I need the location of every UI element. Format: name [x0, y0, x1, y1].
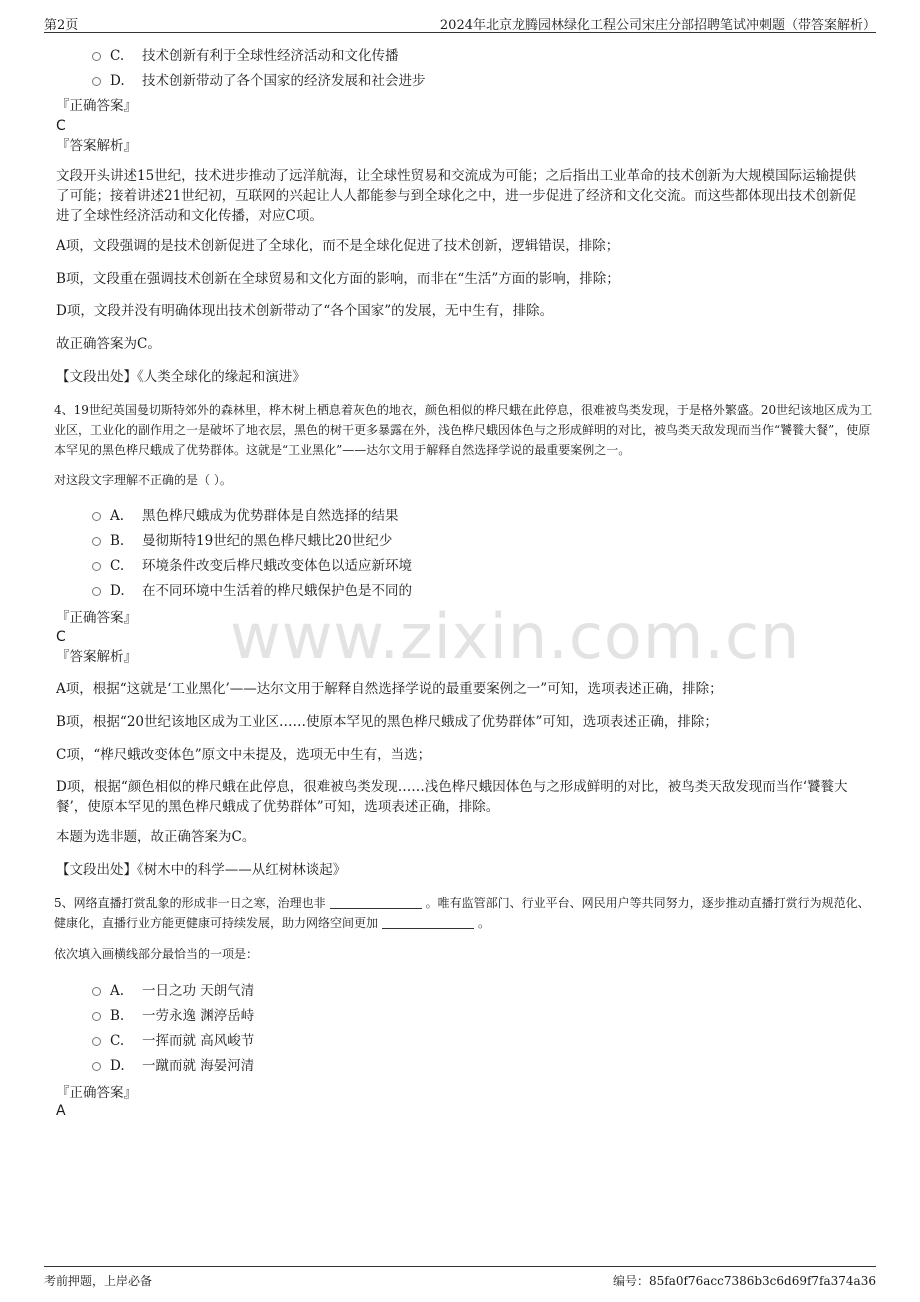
- analysis-paragraph: D项，根据“颜色相似的桦尺蛾在此停息，很难被鸟类发现……浅色桦尺蛾因体色与之形成鲜明的对比，被鸟类天敌发现而当作‘饕餮大餐’，使原本罕见的黑色桦尺蛾成了优势群体”可知，选项表述正确，排除。: [56, 779, 848, 815]
- correct-answer: C: [56, 118, 66, 134]
- analysis-label: 『答案解析』: [56, 649, 137, 665]
- source-citation: 【文段出处】《人类全球化的缘起和演进》: [56, 369, 306, 385]
- option-d[interactable]: D. 一蹴而就 海晏河清: [92, 1056, 254, 1076]
- analysis-conclusion: 故正确答案为C。: [56, 336, 161, 352]
- question-prompt: 依次填入画横线部分最恰当的一项是：: [54, 947, 259, 961]
- radio-icon[interactable]: [92, 1037, 101, 1046]
- document-title: 2024年北京龙腾园林绿化工程公司宋庄分部招聘笔试冲刺题（带答案解析）: [439, 18, 876, 33]
- answer-label: 『正确答案』: [56, 610, 137, 626]
- question-stem: 4、19世纪英国曼切斯特郊外的森林里，桦木树上栖息着灰色的地衣，颜色相似的桦尺蛾在此停息，很难被鸟类发现，于是格外繁盛。20世纪该地区成为工业区，工业化的副作用之一是破坏了地衣层，黑色的树干更多暴露在外，浅色桦尺蛾因体色与之形成鲜明的对比，被鸟类天敌发现而当作“饕餮大餐”，使原本罕见的黑色桦尺蛾成了优势群体。这就是“工业黑化”——达尔文用于解释自然选择学说的最重要案例之一。: [54, 403, 873, 457]
- option-c[interactable]: C. 技术创新有利于全球性经济活动和文化传播: [92, 46, 399, 66]
- radio-icon[interactable]: [92, 587, 101, 596]
- source-citation: 【文段出处】《树木中的科学——从红树林谈起》: [56, 862, 347, 878]
- option-d[interactable]: D. 在不同环境中生活着的桦尺蛾保护色是不同的: [92, 581, 412, 601]
- analysis-paragraph: B项，文段重在强调技术创新在全球贸易和文化方面的影响，而非在“生活”方面的影响，排除；: [56, 271, 620, 287]
- fill-blank: [382, 916, 474, 929]
- option-c[interactable]: C. 一挥而就 高风峻节: [92, 1031, 254, 1051]
- option-a[interactable]: A. 黑色桦尺蛾成为优势群体是自然选择的结果: [92, 506, 399, 526]
- correct-answer: A: [56, 1103, 66, 1119]
- document-id: 编号：85fa0f76acc7386b3c6d69f7fa374a36: [613, 1274, 876, 1288]
- analysis-conclusion: 本题为选非题，故正确答案为C。: [56, 829, 256, 845]
- radio-icon[interactable]: [92, 537, 101, 546]
- analysis-paragraph: A项，文段强调的是技术创新促进了全球化，而不是全球化促进了技术创新，逻辑错误，排除；: [56, 238, 620, 254]
- correct-answer: C: [56, 629, 66, 645]
- analysis-label: 『答案解析』: [56, 138, 137, 154]
- page-footer: [44, 1266, 876, 1289]
- option-d[interactable]: D. 技术创新带动了各个国家的经济发展和社会进步: [92, 71, 426, 91]
- question-stem: 5、网络直播打赏乱象的形成非一日之寒，治理也非 。唯有监管部门、行业平台、网民用户等共同努力，逐步推动直播打赏行为规范化、健康化，直播行业方能更健康可持续发展，助力网络空间更加 。: [54, 896, 870, 930]
- fill-blank: [330, 896, 422, 909]
- question-prompt: 对这段文字理解不正确的是（ ）。: [54, 473, 232, 487]
- radio-icon[interactable]: [92, 1012, 101, 1021]
- option-b[interactable]: B. 一劳永逸 渊渟岳峙: [92, 1006, 254, 1026]
- analysis-paragraph: C项，“桦尺蛾改变体色”原文中未提及，选项无中生有，当选；: [56, 747, 432, 763]
- radio-icon[interactable]: [92, 77, 101, 86]
- watermark: www.zixin.com.cn: [230, 600, 801, 673]
- answer-label: 『正确答案』: [56, 98, 137, 114]
- option-c[interactable]: C. 环境条件改变后桦尺蛾改变体色以适应新环境: [92, 556, 412, 576]
- radio-icon[interactable]: [92, 512, 101, 521]
- page-header: [44, 12, 876, 33]
- radio-icon[interactable]: [92, 562, 101, 571]
- page-number: 第2页: [44, 18, 79, 33]
- footer-slogan: 考前押题，上岸必备: [44, 1274, 153, 1288]
- option-b[interactable]: B. 曼彻斯特19世纪的黑色桦尺蛾比20世纪少: [92, 531, 392, 551]
- analysis-paragraph: A项，根据“这就是‘工业黑化’——达尔文用于解释自然选择学说的最重要案例之一”可知，选项表述正确，排除；: [56, 681, 723, 697]
- radio-icon[interactable]: [92, 987, 101, 996]
- option-a[interactable]: A. 一日之功 天朗气清: [92, 981, 254, 1001]
- answer-label: 『正确答案』: [56, 1085, 137, 1101]
- analysis-paragraph: B项，根据“20世纪该地区成为工业区……使原本罕见的黑色桦尺蛾成了优势群体”可知，选项表述正确，排除；: [56, 714, 718, 730]
- analysis-paragraph: 文段开头讲述15世纪，技术进步推动了远洋航海，让全球性贸易和交流成为可能；之后指出工业革命的技术创新为大规模国际运输提供了可能；接着讲述21世纪初，互联网的兴起让人人都能参与到全球化之中，进一步促进了经济和文化交流。而这些都体现出技术创新促进了全球性经济活动和文化传播，对应C项。: [56, 168, 857, 224]
- analysis-paragraph: D项，文段并没有明确体现出技术创新带动了“各个国家”的发展，无中生有，排除。: [56, 303, 554, 319]
- radio-icon[interactable]: [92, 1062, 101, 1071]
- radio-icon[interactable]: [92, 52, 101, 61]
